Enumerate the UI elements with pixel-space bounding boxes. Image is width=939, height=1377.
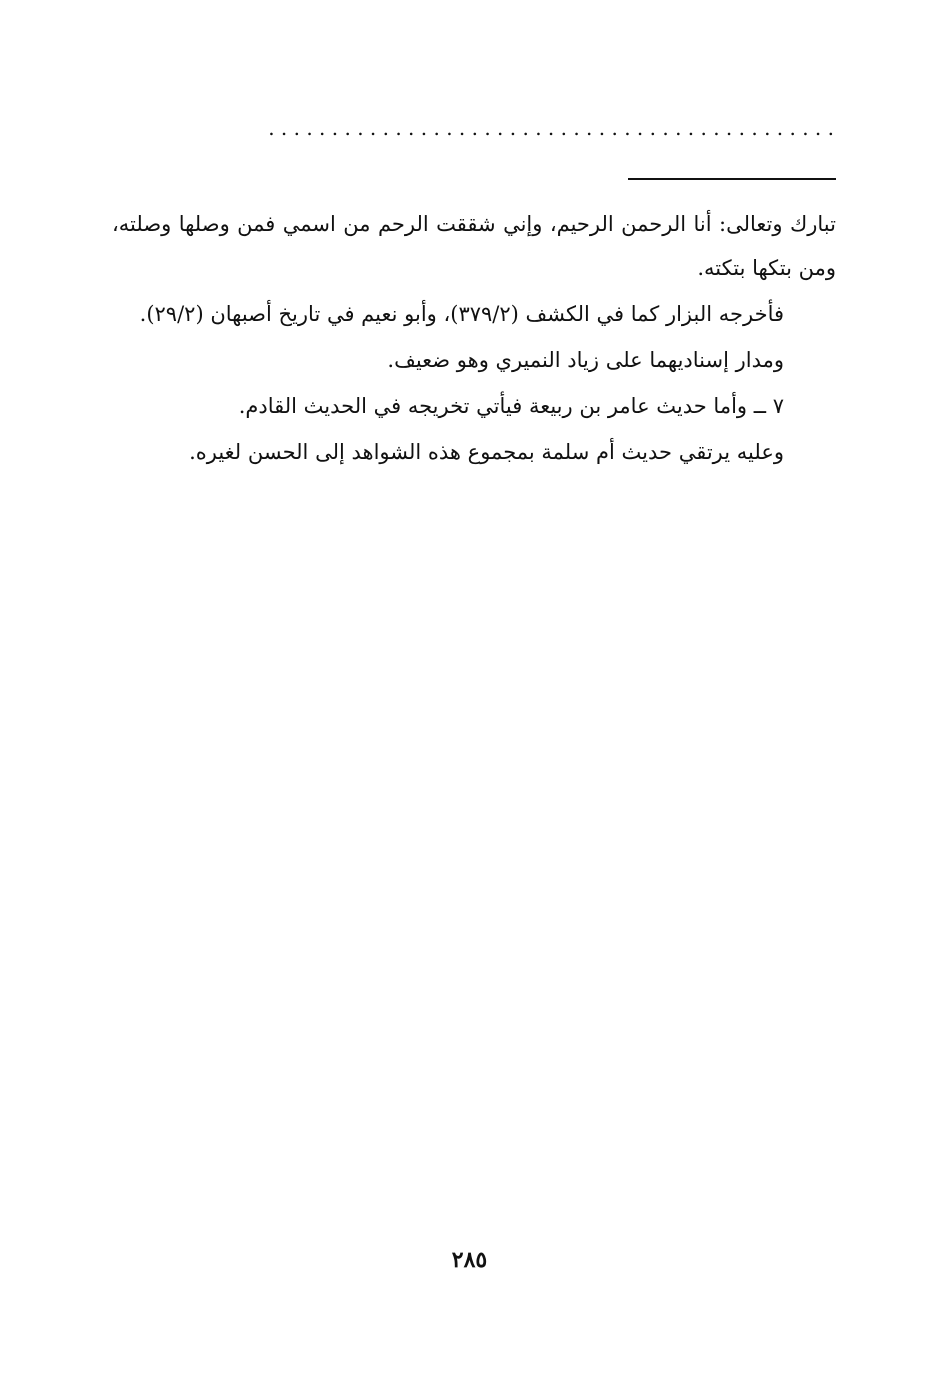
footnote-rule [628, 178, 836, 180]
page-number: ٢٨٥ [451, 1247, 488, 1273]
paragraph-isnad-note: ومدار إسناديهما على زياد النميري وهو ضعيف. [387, 348, 784, 372]
separator-dots: . . . . . . . . . . . . . . . . . . . . . . . . . . . . . . . . . . . . . . . . . . . . . [268, 118, 834, 138]
paragraph-takhrij-bazzar: فأخرجه البزار كما في الكشف (٣٧٩/٢)، وأبو نعيم في تاريخ أصبهان (٢٩/٢). [139, 302, 784, 326]
paragraph-conclusion: وعليه يرتقي حديث أم سلمة بمجموع هذه الشواهد إلى الحسن لغيره. [189, 440, 784, 464]
page-body [112, 202, 836, 474]
paragraph-item-7: ٧ ــ وأما حديث عامر بن ربيعة فيأتي تخريجه في الحديث القادم. [238, 394, 784, 418]
paragraph-hadith-continuation: تبارك وتعالى: أنا الرحمن الرحيم، وإني شققت الرحم من اسمي فمن وصلها وصلته، ومن بتكها بتكته. [112, 212, 836, 280]
